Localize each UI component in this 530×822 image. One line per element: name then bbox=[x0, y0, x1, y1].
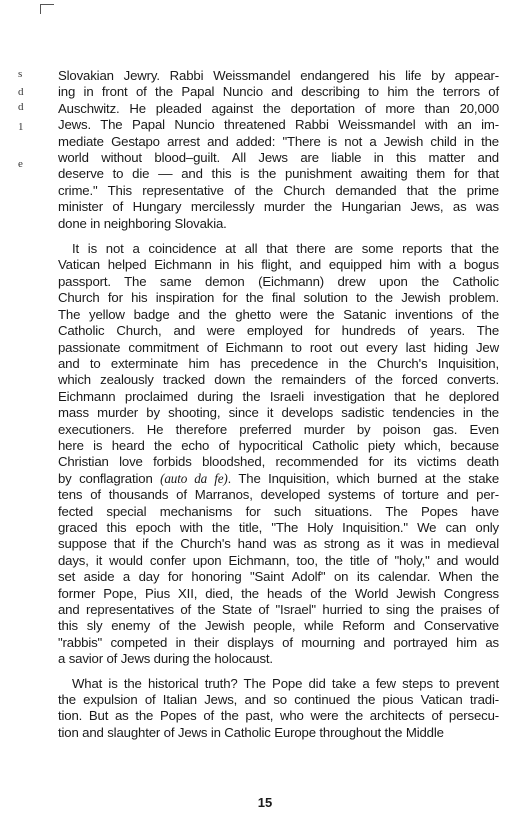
text-line: days, it would confer upon Eichmann, too, the title of "holy," and would bbox=[58, 552, 499, 568]
text-line: and representatives of the State of "Israel" hurried to sing the praises of bbox=[58, 602, 499, 617]
text-line: the expulsion of Italian Jews, and so continued the pious Vatican tradi- bbox=[58, 692, 499, 708]
text-line: Vatican helped Eichmann in his flight, and equipped him with a bogus bbox=[58, 257, 499, 273]
margin-mark: d bbox=[18, 101, 24, 113]
margin-mark: 1 bbox=[18, 121, 24, 133]
text-line: graced this epoch with the title, "The Holy Inquisition." We can only bbox=[58, 519, 499, 535]
text-line: this sly enemy of the Jewish people, while Reform and Conservative bbox=[58, 618, 499, 634]
text-line: ing in front of the Papal Nuncio and describing to him the terrors of bbox=[58, 84, 499, 100]
text-line: Jews. The Papal Nuncio threatened Rabbi Weissmandel with an im- bbox=[58, 117, 499, 133]
text-line: executioners. He therefore preferred murder by poison gas. Even bbox=[58, 421, 499, 437]
text-line: tion and slaughter of Jews in Catholic Europe throughout the Middle bbox=[58, 724, 444, 740]
page-number: 15 bbox=[257, 795, 273, 810]
text-line: former Pope, Pius XII, died, the heads of the World Jewish Congress bbox=[58, 585, 499, 601]
text-line: mediate Gestapo arrest and added: "There is not a Jewish child in the bbox=[58, 133, 499, 149]
text-line: Eichmann proclaimed during the Israeli investigation that he deplored bbox=[58, 388, 499, 404]
text-line: deserve to die –– and this is the punishment awaiting them for that bbox=[58, 166, 499, 182]
text-line: passionate commitment of Eichmann to root out every last hiding Jew bbox=[58, 339, 499, 355]
text-line: "rabbis" competed in their displays of mourning and portrayed him as bbox=[58, 634, 499, 650]
paragraph-2 bbox=[58, 241, 499, 668]
scan-corner-mark-vertical bbox=[40, 4, 41, 14]
text-line: a savior of Jews during the holocaust. bbox=[58, 651, 273, 667]
text-line: done in neighboring Slovakia. bbox=[58, 215, 227, 231]
text-line: minister of Hungary mercilessly murder the Hungarian Jews, as was bbox=[58, 199, 499, 215]
text-line: tens of thousands of Marranos, developed systems of torture and per- bbox=[58, 487, 499, 503]
text-line: What is the historical truth? The Pope did take a few steps to prevent bbox=[72, 675, 499, 691]
text-line: crime." This representative of the Church demanded that the prime bbox=[58, 182, 499, 198]
text-line: The yellow badge and the ghetto were the Satanic inventions of the bbox=[58, 306, 499, 322]
text-line: Catholic Church, and were employed for hundreds of years. The bbox=[58, 323, 499, 339]
margin-mark: d bbox=[18, 86, 24, 98]
paragraph-1 bbox=[58, 68, 499, 232]
text-line: Auschwitz. He pleaded against the deportation of more than 20,000 bbox=[58, 100, 499, 116]
text-line: mass murder by shooting, since it develops sadistic tendencies in the bbox=[58, 405, 499, 421]
text-line: here is heard the echo of hypocritical Catholic piety which, because bbox=[58, 437, 499, 453]
text-line: and to exterminate him has precedence in the Church's Inquisition, bbox=[58, 355, 499, 371]
paragraph-3 bbox=[58, 676, 499, 742]
scan-corner-mark bbox=[40, 4, 54, 5]
text-line: suppose that if the Church's hand was as strong as it was in medieval bbox=[58, 536, 499, 552]
text-line: tion. But as the Popes of the past, who were the architects of persecu- bbox=[58, 708, 499, 724]
text-line: fected special mechanisms for such situations. The Popes have bbox=[58, 503, 499, 519]
text-line: Church for his inspiration for the final solution to the Jewish problem. bbox=[58, 290, 499, 306]
margin-mark: e bbox=[18, 158, 23, 170]
body-text bbox=[58, 68, 499, 741]
text-line: which zealously tracked down the remainders of the forced converts. bbox=[58, 372, 499, 388]
text-line: world without blood–guilt. All Jews are liable in this matter and bbox=[58, 150, 499, 166]
text-line: Slovakian Jewry. Rabbi Weissmandel endangered his life by appear- bbox=[58, 68, 499, 83]
text-line: set aside a day for honoring "Saint Adolf" on its calendar. When the bbox=[58, 569, 499, 585]
text-line: Christian love forbids bloodshed, recommended for its victims death bbox=[58, 454, 499, 470]
text-line: It is not a coincidence at all that there are some reports that the bbox=[72, 241, 499, 257]
italic-term: (auto da fe) bbox=[160, 470, 228, 486]
text-line: by conflagration (auto da fe). The Inquisition, which burned at the stake bbox=[58, 470, 500, 486]
text-line: passport. The same demon (Eichmann) drew upon the Catholic bbox=[58, 273, 499, 289]
margin-mark: s bbox=[18, 68, 23, 80]
